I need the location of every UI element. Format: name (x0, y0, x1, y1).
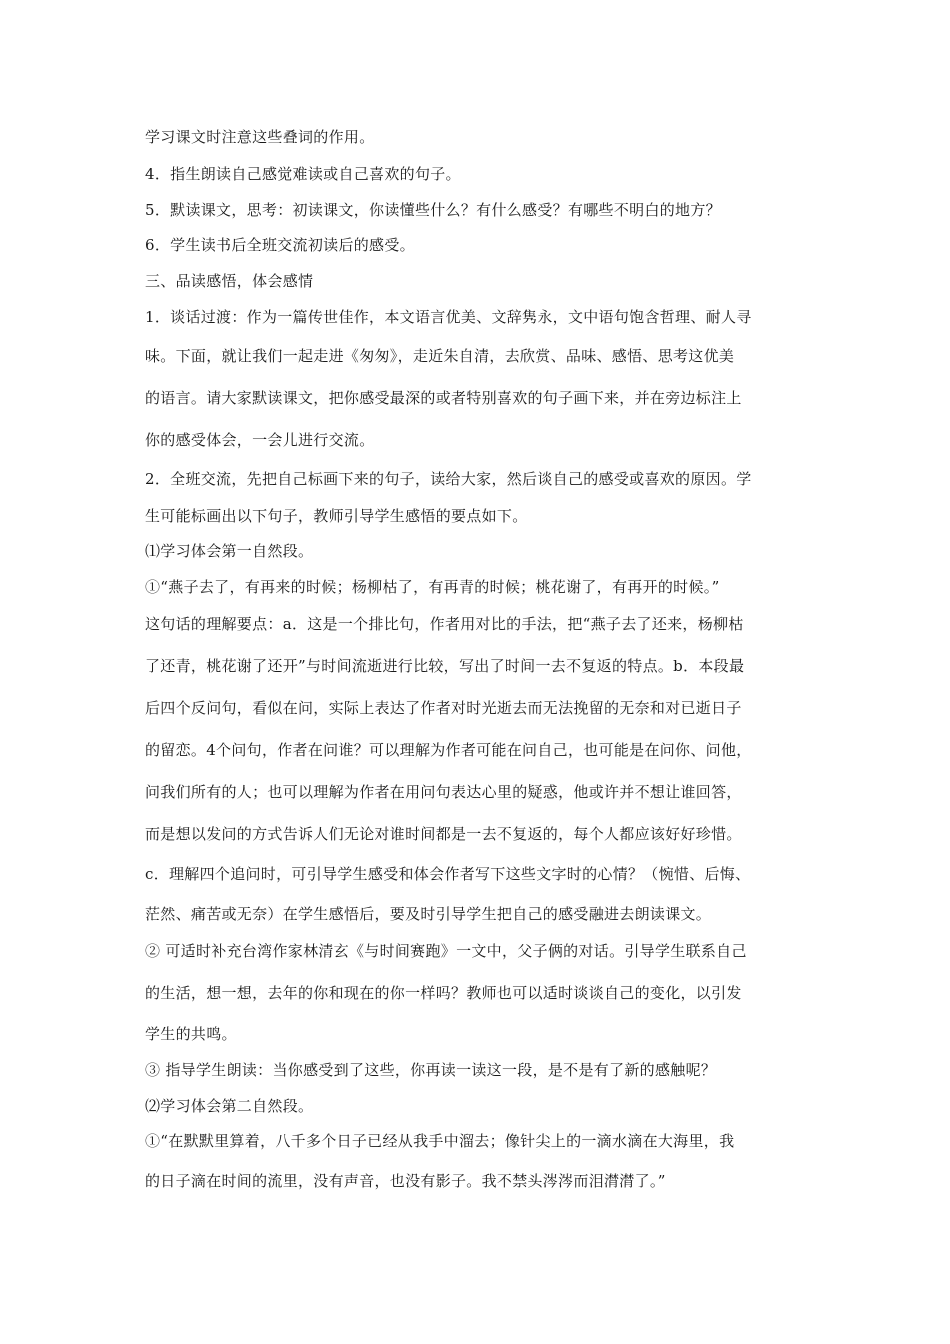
text-line: ③ 指导学生朗读：当你感受到了这些，你再读一读这一段，是不是有了新的感触呢？ (145, 1061, 717, 1079)
text-line: 生可能标画出以下句子，教师引导学生感悟的要点如下。 (145, 507, 528, 525)
text-line: 而是想以发问的方式告诉人们无论对谁时间都是一去不复返的，每个人都应该好好珍惜。 (145, 825, 742, 843)
subsection-heading: ⑵学习体会第二自然段。 (145, 1097, 314, 1115)
text-line: 学生的共鸣。 (145, 1025, 237, 1043)
text-line: 的生活，想一想，去年的你和现在的你一样吗？教师也可以适时谈谈自己的变化，以引发 (145, 984, 742, 1002)
quote-line: 的日子滴在时间的流里，没有声音，也没有影子。我不禁头涔涔而泪潸潸了。” (145, 1172, 666, 1190)
text-line: 1．谈话过渡：作为一篇传世佳作，本文语言优美、文辞隽永，文中语句饱含哲理、耐人寻 (145, 308, 752, 326)
quote-line: ①“燕子去了，有再来的时候；杨柳枯了，有再青的时候；桃花谢了，有再开的时候。” (145, 578, 720, 596)
text-line: 味。下面，就让我们一起走进《匆匆》，走近朱自清，去欣赏、品味、感悟、思考这优美 (145, 347, 735, 365)
text-line: 的留恋。4个问句，作者在问谁？可以理解为作者可能在问自己，也可能是在问你、问他， (145, 741, 752, 759)
text-line: 了还青，桃花谢了还开”与时间流逝进行比较，写出了时间一去不复返的特点。b．本段最 (145, 657, 745, 675)
text-line: 学习课文时注意这些叠词的作用。 (145, 128, 375, 146)
subsection-heading: ⑴学习体会第一自然段。 (145, 542, 314, 560)
text-line: 后四个反问句，看似在问，实际上表达了作者对时光逝去而无法挽留的无奈和对已逝日子 (145, 699, 742, 717)
text-line: 问我们所有的人；也可以理解为作者在用问句表达心里的疑惑，他或许并不想让谁回答， (145, 783, 742, 801)
text-line: 6．学生读书后全班交流初读后的感受。 (145, 236, 415, 254)
text-line: 5．默读课文，思考：初读课文，你读懂些什么？有什么感受？有哪些不明白的地方？ (145, 201, 721, 219)
text-line: c．理解四个追问时，可引导学生感受和体会作者写下这些文字时的心情？（惋惜、后悔、 (145, 865, 751, 883)
text-line: 茫然、痛苦或无奈）在学生感悟后，要及时引导学生把自己的感受融进去朗读课文。 (145, 905, 712, 923)
text-line: ② 可适时补充台湾作家林清玄《与时间赛跑》一文中，父子俩的对话。引导学生联系自己 (145, 942, 747, 960)
text-line: 4．指生朗读自己感觉难读或自己喜欢的句子。 (145, 165, 461, 183)
text-line: 的语言。请大家默读课文，把你感受最深的或者特别喜欢的句子画下来，并在旁边标注上 (145, 389, 742, 407)
text-line: 2．全班交流，先把自己标画下来的句子，读给大家，然后谈自己的感受或喜欢的原因。学 (145, 470, 752, 488)
text-line: 你的感受体会，一会儿进行交流。 (145, 431, 375, 449)
text-line: 这句话的理解要点：a．这是一个排比句，作者用对比的手法，把“燕子去了还来，杨柳枯 (145, 615, 744, 633)
section-heading: 三、品读感悟，体会感情 (145, 272, 314, 290)
quote-line: ①“在默默里算着，八千多个日子已经从我手中溜去；像针尖上的一滴水滴在大海里，我 (145, 1132, 735, 1150)
